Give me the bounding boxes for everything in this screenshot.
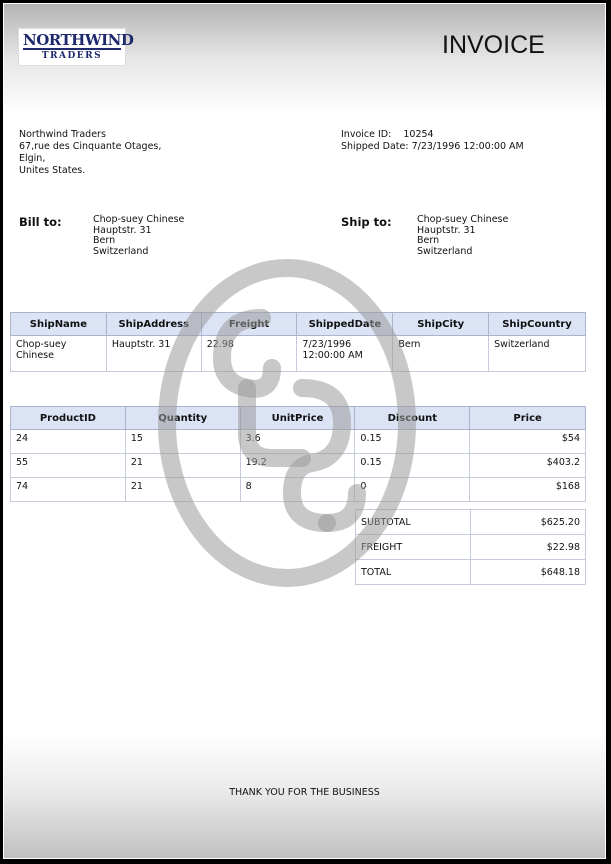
cell-shipcity: Bern: [393, 336, 489, 372]
bill-to-name: Chop-suey Chinese: [93, 214, 185, 225]
cell-unitprice: 3.6: [240, 430, 355, 454]
cell-productid: 55: [11, 454, 126, 478]
invoice-id-label: Invoice ID:: [341, 129, 392, 140]
cell-quantity: 21: [125, 454, 240, 478]
ship-to-country: Switzerland: [417, 245, 473, 257]
cell-shippeddate: 7/23/1996 12:00:00 AM: [297, 336, 393, 372]
products-table: [10, 406, 586, 502]
table-row: [11, 454, 586, 478]
cell-discount: 0.15: [355, 430, 470, 454]
cell-quantity: 21: [125, 478, 240, 502]
bill-to-country: Switzerland: [93, 245, 149, 257]
company-country: Unites States.: [19, 165, 86, 176]
invoice-page: [3, 3, 606, 859]
bill-to-label: Bill to:: [19, 215, 62, 229]
company-city: Elgin,: [19, 153, 46, 164]
ship-to-city: Bern: [417, 235, 440, 246]
total-row: [356, 560, 586, 585]
cell-shipcountry: Switzerland: [489, 336, 586, 372]
cell-discount: 0: [355, 478, 470, 502]
cell-price: $403.2: [470, 454, 586, 478]
company-address: [19, 129, 161, 177]
header-shipaddress: ShipAddress: [106, 313, 201, 336]
shipping-table: [10, 312, 586, 372]
ship-to-label: Ship to:: [341, 215, 392, 229]
subtotal-label: SUBTOTAL: [356, 510, 471, 535]
totals-table: [355, 509, 586, 585]
header-quantity: Quantity: [125, 407, 240, 430]
subtotal-row: [356, 510, 586, 535]
cell-productid: 74: [11, 478, 126, 502]
cell-unitprice: 19.2: [240, 454, 355, 478]
bill-to-city: Bern: [93, 235, 116, 246]
northwind-logo: [18, 28, 134, 66]
shipped-date-value: 7/23/1996 12:00:00 AM: [411, 141, 524, 152]
thank-you-footer: THANK YOU FOR THE BUSINESS: [229, 787, 380, 798]
products-header-row: [11, 407, 586, 430]
company-name: Northwind Traders: [19, 129, 106, 140]
header-price: Price: [470, 407, 586, 430]
header-shippeddate: ShippedDate: [297, 313, 393, 336]
cell-shipaddress: Hauptstr. 31: [106, 336, 201, 372]
invoice-id-value: 10254: [403, 129, 434, 140]
cell-quantity: 15: [125, 430, 240, 454]
table-row: [11, 336, 586, 372]
ship-to-address: [417, 215, 508, 257]
freight-row: [356, 535, 586, 560]
cell-price: $54: [470, 430, 586, 454]
cell-price: $168: [470, 478, 586, 502]
header-shipname: ShipName: [11, 313, 107, 336]
header-freight: Freight: [201, 313, 297, 336]
header-discount: Discount: [355, 407, 470, 430]
ship-to-street: Hauptstr. 31: [417, 224, 476, 236]
table-row: [11, 430, 586, 454]
header-shipcountry: ShipCountry: [489, 313, 586, 336]
bill-to-street: Hauptstr. 31: [93, 224, 152, 236]
logo-line2: TRADERS: [41, 51, 103, 61]
cell-discount: 0.15: [355, 454, 470, 478]
invoice-title: INVOICE: [442, 31, 545, 59]
company-street: 67,rue des Cinquante Otages,: [19, 141, 162, 152]
header-productid: ProductID: [11, 407, 126, 430]
shipped-date-label: Shipped Date:: [341, 141, 409, 152]
cell-shipname: Chop-suey Chinese: [11, 336, 107, 372]
total-label: TOTAL: [356, 560, 471, 585]
table-row: [11, 478, 586, 502]
cell-productid: 24: [11, 430, 126, 454]
shipping-header-row: [11, 313, 586, 336]
logo-line1: NORTHWIND: [23, 31, 134, 49]
cell-unitprice: 8: [240, 478, 355, 502]
total-value: $648.18: [470, 560, 585, 585]
subtotal-value: $625.20: [470, 510, 585, 535]
header-shipcity: ShipCity: [393, 313, 489, 336]
freight-label: FREIGHT: [356, 535, 471, 560]
header-unitprice: UnitPrice: [240, 407, 355, 430]
bill-to-address: [93, 215, 184, 257]
invoice-info: [341, 129, 524, 153]
ship-to-name: Chop-suey Chinese: [417, 214, 509, 225]
freight-value: $22.98: [470, 535, 585, 560]
cell-freight: 22.98: [201, 336, 297, 372]
